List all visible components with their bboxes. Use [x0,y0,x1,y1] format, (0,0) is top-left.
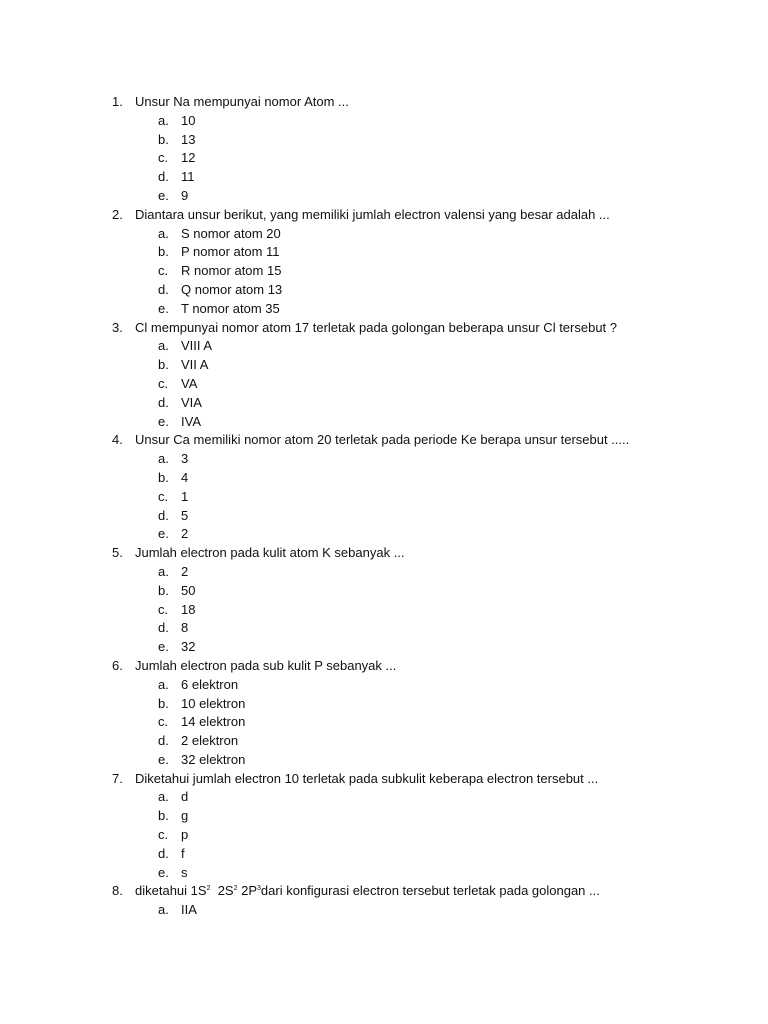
option-letter: b. [158,695,169,711]
answer-option [0,619,768,638]
superscript: 2 [233,885,238,893]
answer-option [0,807,768,826]
option-text: VIII A [181,338,213,354]
question-number: 2. [112,206,123,222]
question-item [0,431,768,450]
option-letter: d. [158,169,169,185]
option-text: 5 [181,507,189,523]
option-letter: c. [158,263,169,279]
option-text: 10 [181,112,196,128]
option-text: S nomor atom 20 [181,225,281,241]
question-item [0,206,768,225]
option-text: p [181,827,189,843]
option-letter: a. [158,676,169,692]
option-letter: b. [158,582,169,598]
answer-option [0,751,768,770]
option-letter: b. [158,357,169,373]
superscript: 2 [206,885,211,893]
question-text-part: dari konfigurasi electron tersebut terletak pada golongan ... [260,883,600,899]
option-text: 10 elektron [181,695,246,711]
question-number: 5. [112,545,123,561]
option-letter: a. [158,563,169,579]
option-text: 32 [181,639,196,655]
question-number: 8. [112,883,123,899]
question-text: Unsur Ca memiliki nomor atom 20 terletak pada periode Ke berapa unsur tersebut ..... [135,432,630,448]
option-text: VA [181,375,198,391]
option-text: 9 [181,187,189,203]
question-text-part: 2P [237,883,258,899]
question-text: Jumlah electron pada kulit atom K sebanyak ... [135,545,405,561]
option-text: 32 elektron [181,751,246,767]
option-text: IIA [181,902,197,918]
question-text [135,882,600,901]
answer-option [0,713,768,732]
option-text: f [181,845,185,861]
option-text: Q nomor atom 13 [181,281,283,297]
answer-option [0,356,768,375]
option-letter: e. [158,187,169,203]
option-text: T nomor atom 35 [181,300,280,316]
option-text: s [181,864,188,880]
option-letter: c. [158,150,169,166]
question-text: Cl mempunyai nomor atom 17 terletak pada golongan beberapa unsur Cl tersebut ? [135,319,618,335]
question-text-part: 2S [210,883,234,899]
question-number: 1. [112,94,123,109]
option-letter: d. [158,507,169,523]
answer-option [0,375,768,394]
answer-option [0,469,768,488]
option-letter: b. [158,131,169,147]
option-text: d [181,789,189,805]
answer-option [0,845,768,864]
question-number: 6. [112,657,123,673]
answer-option [0,507,768,526]
answer-option [0,262,768,281]
option-letter: d. [158,845,169,861]
option-text: 4 [181,469,189,485]
answer-option [0,413,768,432]
option-letter: a. [158,902,169,918]
answer-option [0,732,768,751]
option-letter: b. [158,469,169,485]
option-text: 50 [181,582,196,598]
answer-option [0,225,768,244]
option-text: 1 [181,488,189,504]
question-item [0,657,768,676]
option-letter: e. [158,864,169,880]
option-letter: c. [158,827,169,843]
answer-option [0,131,768,150]
option-text: 11 [181,169,195,185]
answer-option [0,601,768,620]
answer-option [0,901,768,920]
option-text: P nomor atom 11 [181,244,280,260]
question-item [0,93,768,112]
question-item [0,544,768,563]
option-letter: d. [158,394,169,410]
answer-option [0,243,768,262]
option-letter: e. [158,639,169,655]
document-body [0,93,768,920]
superscript: 3 [257,885,261,893]
answer-option [0,112,768,131]
option-letter: b. [158,808,169,824]
option-text: 18 [181,601,196,617]
question-text: Jumlah electron pada sub kulit P sebanyak ... [135,657,397,673]
option-text: VII A [181,357,209,373]
answer-option [0,281,768,300]
option-text: 12 [181,150,196,166]
option-letter: e. [158,751,169,767]
option-letter: c. [158,601,169,617]
option-letter: d. [158,620,169,636]
option-text: 2 [181,563,189,579]
option-letter: d. [158,733,169,749]
option-text: 8 [181,620,189,636]
option-letter: b. [158,244,169,260]
question-item [0,882,768,901]
option-text: 14 elektron [181,714,246,730]
answer-option [0,149,768,168]
option-text: g [181,808,189,824]
question-number: 7. [112,770,123,786]
option-letter: e. [158,413,169,429]
option-text: 13 [181,131,196,147]
answer-option [0,695,768,714]
answer-option [0,187,768,206]
answer-option [0,676,768,695]
answer-option [0,525,768,544]
option-text: 6 elektron [181,676,239,692]
option-letter: c. [158,714,169,730]
answer-option [0,450,768,469]
answer-option [0,488,768,507]
answer-option [0,826,768,845]
option-text: 2 elektron [181,733,239,749]
option-text: 3 [181,451,189,467]
option-letter: d. [158,281,169,297]
question-text-part: diketahui 1S [135,883,207,899]
option-text: VIA [181,394,202,410]
option-text: R nomor atom 15 [181,263,282,279]
question-number: 4. [112,432,123,448]
answer-option [0,394,768,413]
option-letter: a. [158,112,169,128]
option-letter: c. [158,375,169,391]
answer-option [0,168,768,187]
option-text: 2 [181,526,189,542]
question-text: Diantara unsur berikut, yang memiliki jumlah electron valensi yang besar adalah ... [135,206,610,222]
answer-option [0,300,768,319]
answer-option [0,864,768,883]
question-item [0,319,768,338]
option-letter: a. [158,338,169,354]
question-text: Diketahui jumlah electron 10 terletak pada subkulit keberapa electron tersebut ... [135,770,599,786]
option-letter: c. [158,488,169,504]
question-item [0,770,768,789]
answer-option [0,638,768,657]
option-text: IVA [181,413,201,429]
option-letter: e. [158,526,169,542]
option-letter: e. [158,300,169,316]
answer-option [0,788,768,807]
question-number: 3. [112,319,123,335]
option-letter: a. [158,789,169,805]
option-letter: a. [158,451,169,467]
question-text: Unsur Na mempunyai nomor Atom ... [135,94,349,109]
answer-option [0,563,768,582]
answer-option [0,582,768,601]
option-letter: a. [158,225,169,241]
answer-option [0,337,768,356]
